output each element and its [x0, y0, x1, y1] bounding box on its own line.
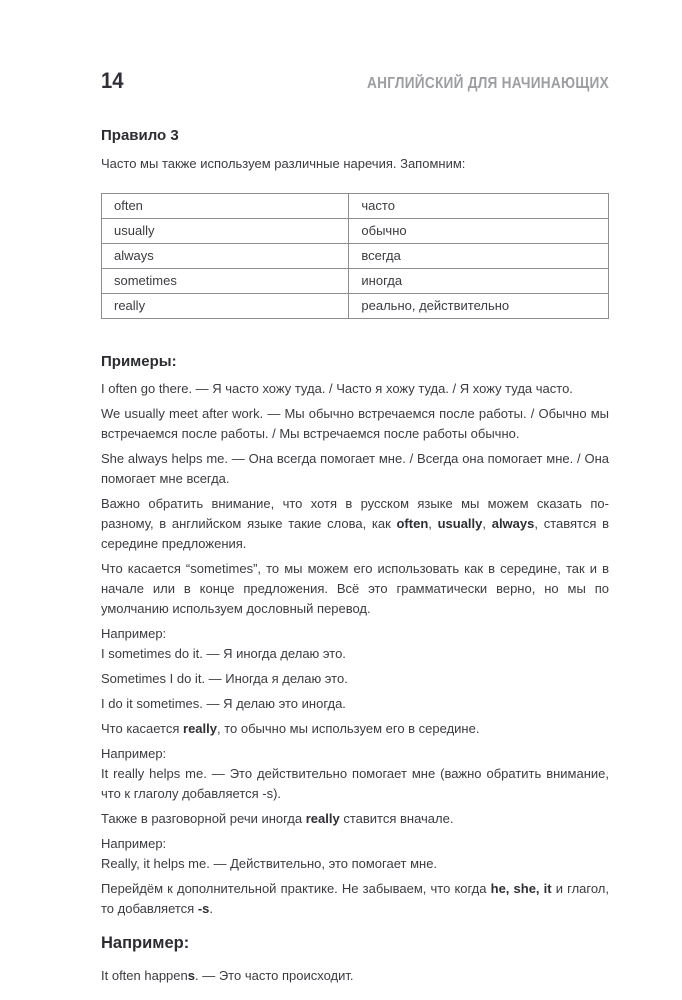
text-line: Что касается “sometimes”, то мы можем его использовать как в середине, так и в начале или в конце предложения. Всё это грамматически верно, но мы по умолчанию используем дословный перевод.	[101, 561, 609, 616]
text-line: It often happens. — Это часто происходит.	[101, 968, 354, 983]
example-sometimes-begin	[101, 669, 609, 689]
text-line: Перейдём к дополнительной практике. Не забываем, что когда he, she, it и глагол, то добавляется -s.	[101, 881, 609, 916]
russian-translation-cell: часто	[349, 194, 609, 219]
russian-translation-cell: обычно	[349, 219, 609, 244]
vocab-table-body	[102, 194, 609, 319]
example-always	[101, 449, 609, 489]
text-line: It really helps me. — Это действительно помогает мне (важно обратить внимание, что к глаголу добавляется -s).	[101, 766, 609, 801]
table-row	[102, 269, 609, 294]
note-really	[101, 719, 609, 739]
text-line: Также в разговорной речи иногда really ставится вначале.	[101, 811, 454, 826]
example-sometimes-middle	[101, 624, 609, 664]
running-title: АНГЛИЙСКИЙ ДЛЯ НАЧИНАЮЩИХ	[367, 75, 609, 92]
content-blocks	[101, 351, 609, 986]
text-line: I do it sometimes. — Я делаю это иногда.	[101, 696, 346, 711]
rule-intro: Часто мы также используем различные наречия. Запомним:	[101, 156, 466, 171]
text-line: Важно обратить внимание, что хотя в русском языке мы можем сказать по-разному, в английском языке такие слова, как often, usually, always, ставятся в середине предложения.	[101, 496, 609, 551]
rule-section	[101, 127, 609, 174]
page-number: 14	[101, 68, 124, 93]
russian-translation-cell: иногда	[349, 269, 609, 294]
russian-translation-cell: реально, действительно	[349, 294, 609, 319]
text-line: Например:	[101, 836, 167, 851]
note-really-initial	[101, 809, 609, 829]
note-sometimes	[101, 559, 609, 619]
table-row	[102, 194, 609, 219]
example-sometimes-end	[101, 694, 609, 714]
text-line: Sometimes I do it. — Иногда я делаю это.	[101, 671, 348, 686]
page-header	[101, 68, 609, 94]
english-word-cell: really	[102, 294, 349, 319]
rule-heading: Правило 3	[101, 127, 179, 144]
vocab-table	[101, 193, 609, 319]
example-usually	[101, 404, 609, 444]
table-row	[102, 219, 609, 244]
text-line: Например:	[101, 626, 167, 641]
text-line: I often go there. — Я часто хожу туда. / Часто я хожу туда. / Я хожу туда часто.	[101, 381, 573, 396]
text-line: Что касается really, то обычно мы используем его в середине.	[101, 721, 480, 736]
example-often	[101, 379, 609, 399]
table-row	[102, 294, 609, 319]
text-line: Например:	[101, 746, 167, 761]
text-line: Really, it helps me. — Действительно, это помогает мне.	[101, 856, 438, 871]
text-line: We usually meet after work. — Мы обычно встречаемся после работы. / Обычно мы встречаемся после работы. / Мы встречаемся после работы обычно.	[101, 406, 609, 441]
english-word-cell: often	[102, 194, 349, 219]
naprimer-heading	[101, 931, 609, 956]
example-really-middle	[101, 744, 609, 804]
text-line: She always helps me. — Она всегда помогает мне. / Всегда она помогает мне. / Она помогает мне всегда.	[101, 451, 609, 486]
note-middle-position	[101, 494, 609, 554]
note-practice	[101, 879, 609, 919]
example-really-initial	[101, 834, 609, 874]
english-word-cell: always	[102, 244, 349, 269]
table-row	[102, 244, 609, 269]
examples-heading	[101, 351, 609, 373]
text-line: I sometimes do it. — Я иногда делаю это.	[101, 646, 346, 661]
russian-translation-cell: всегда	[349, 244, 609, 269]
english-word-cell: usually	[102, 219, 349, 244]
english-word-cell: sometimes	[102, 269, 349, 294]
text-line: Например:	[101, 934, 190, 952]
example-happens	[101, 966, 609, 986]
text-line: Примеры:	[101, 353, 177, 370]
